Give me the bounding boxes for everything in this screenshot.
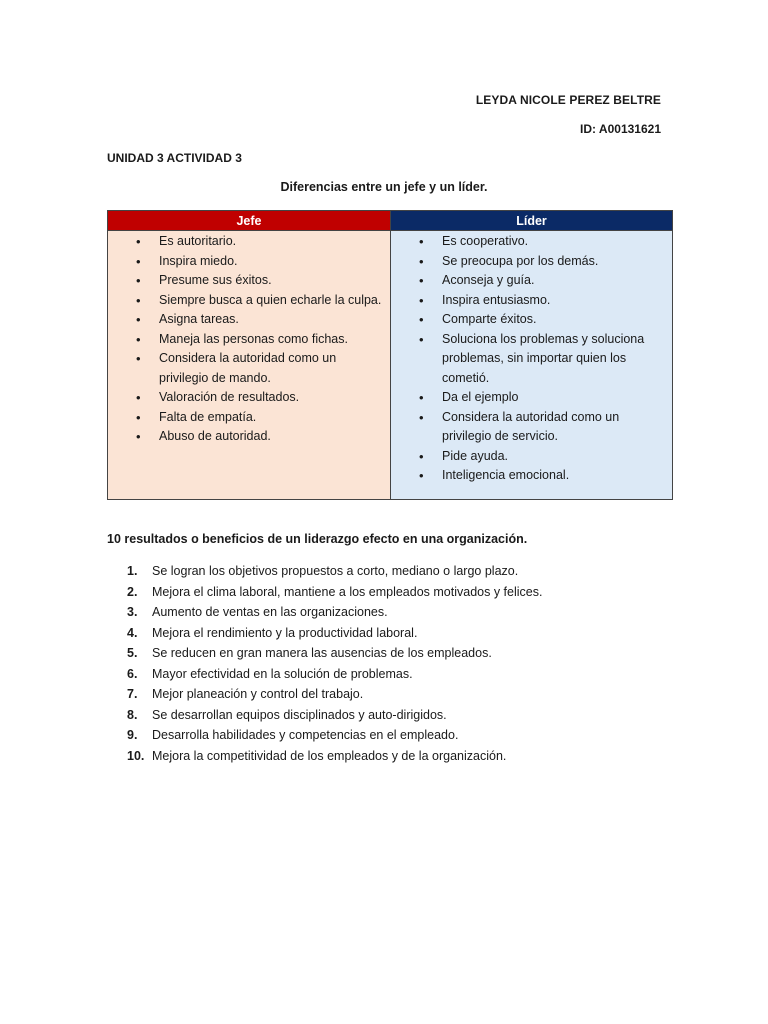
jefe-list-item: • Falta de empatía. [108,408,384,428]
result-item [107,643,707,664]
student-id: ID: A00131621 [580,122,661,136]
result-number: 2. [127,584,138,599]
jefe-list-item: • Siempre busca a quien echarle la culpa. [108,291,384,311]
lider-list-item: • Inspira entusiasmo. [391,291,666,311]
jefe-list [108,231,390,447]
jefe-list-item: • Abuso de autoridad. [108,427,384,447]
result-number: 4. [127,625,138,640]
result-number: 7. [127,687,138,701]
result-item [107,705,707,726]
result-number: 10. [127,748,145,763]
lider-list-item: • Soluciona los problemas y soluciona problemas, sin importar quien los cometió. [391,330,666,389]
result-number: 3. [127,605,138,619]
result-item [107,561,707,582]
results-list [107,561,707,766]
jefe-list-item: • Considera la autoridad como un privilegio de mando. [108,349,384,388]
jefe-list-item: • Asigna tareas. [108,310,384,330]
lider-list-item: • Comparte éxitos. [391,310,666,330]
author-name: LEYDA NICOLE PEREZ BELTRE [475,93,661,107]
lider-cell [391,231,673,500]
result-text: Se reducen en gran manera las ausencias de los empleados. [152,646,492,660]
result-text: Mejor planeación y control del trabajo. [152,687,364,701]
result-text: Mejora la competitividad de los empleados y de la organización. [152,748,507,763]
unit-label: UNIDAD 3 ACTIVIDAD 3 [107,151,242,165]
jefe-list-item: • Valoración de resultados. [108,388,384,408]
lider-list-item: • Pide ayuda. [391,447,666,467]
result-number: 8. [127,707,138,722]
jefe-list-item: • Inspira miedo. [108,252,384,272]
result-text: Se desarrollan equipos disciplinados y auto-dirigidos. [152,707,447,722]
lider-list-item: • Es cooperativo. [391,232,666,252]
lider-list-item: • Se preocupa por los demás. [391,252,666,272]
result-text: Mejora el clima laboral, mantiene a los empleados motivados y felices. [152,584,543,599]
result-item [107,602,707,623]
result-item [107,725,707,746]
lider-list-item: • Considera la autoridad como un privilegio de servicio. [391,408,666,447]
result-item [107,684,707,705]
lider-list-item: • Aconseja y guía. [391,271,666,291]
result-number: 5. [127,646,138,660]
result-number: 6. [127,666,138,681]
result-number: 1. [127,564,138,578]
lider-list-item: • Da el ejemplo [391,388,666,408]
jefe-list-item: • Maneja las personas como fichas. [108,330,384,350]
jefe-cell [108,231,391,500]
result-item [107,664,707,685]
result-item [107,746,707,767]
jefe-column-header: Jefe [108,211,391,231]
results-title: 10 resultados o beneficios de un liderazgo efecto en una organización. [107,532,528,546]
result-text: Mejora el rendimiento y la productividad laboral. [152,625,418,640]
result-number: 9. [127,728,138,742]
lider-list-item: • Inteligencia emocional. [391,466,666,486]
lider-list [391,231,672,486]
result-text: Se logran los objetivos propuestos a corto, mediano o largo plazo. [152,564,519,578]
result-text: Mayor efectividad en la solución de problemas. [152,666,413,681]
jefe-list-item: • Es autoritario. [108,232,384,252]
document-title: Diferencias entre un jefe y un líder. [280,180,488,194]
jefe-list-item: • Presume sus éxitos. [108,271,384,291]
lider-column-header: Líder [391,211,673,231]
comparison-table [107,210,673,500]
result-item [107,623,707,644]
result-item [107,582,707,603]
result-text: Desarrolla habilidades y competencias en el empleado. [152,728,459,742]
result-text: Aumento de ventas en las organizaciones. [152,605,388,619]
